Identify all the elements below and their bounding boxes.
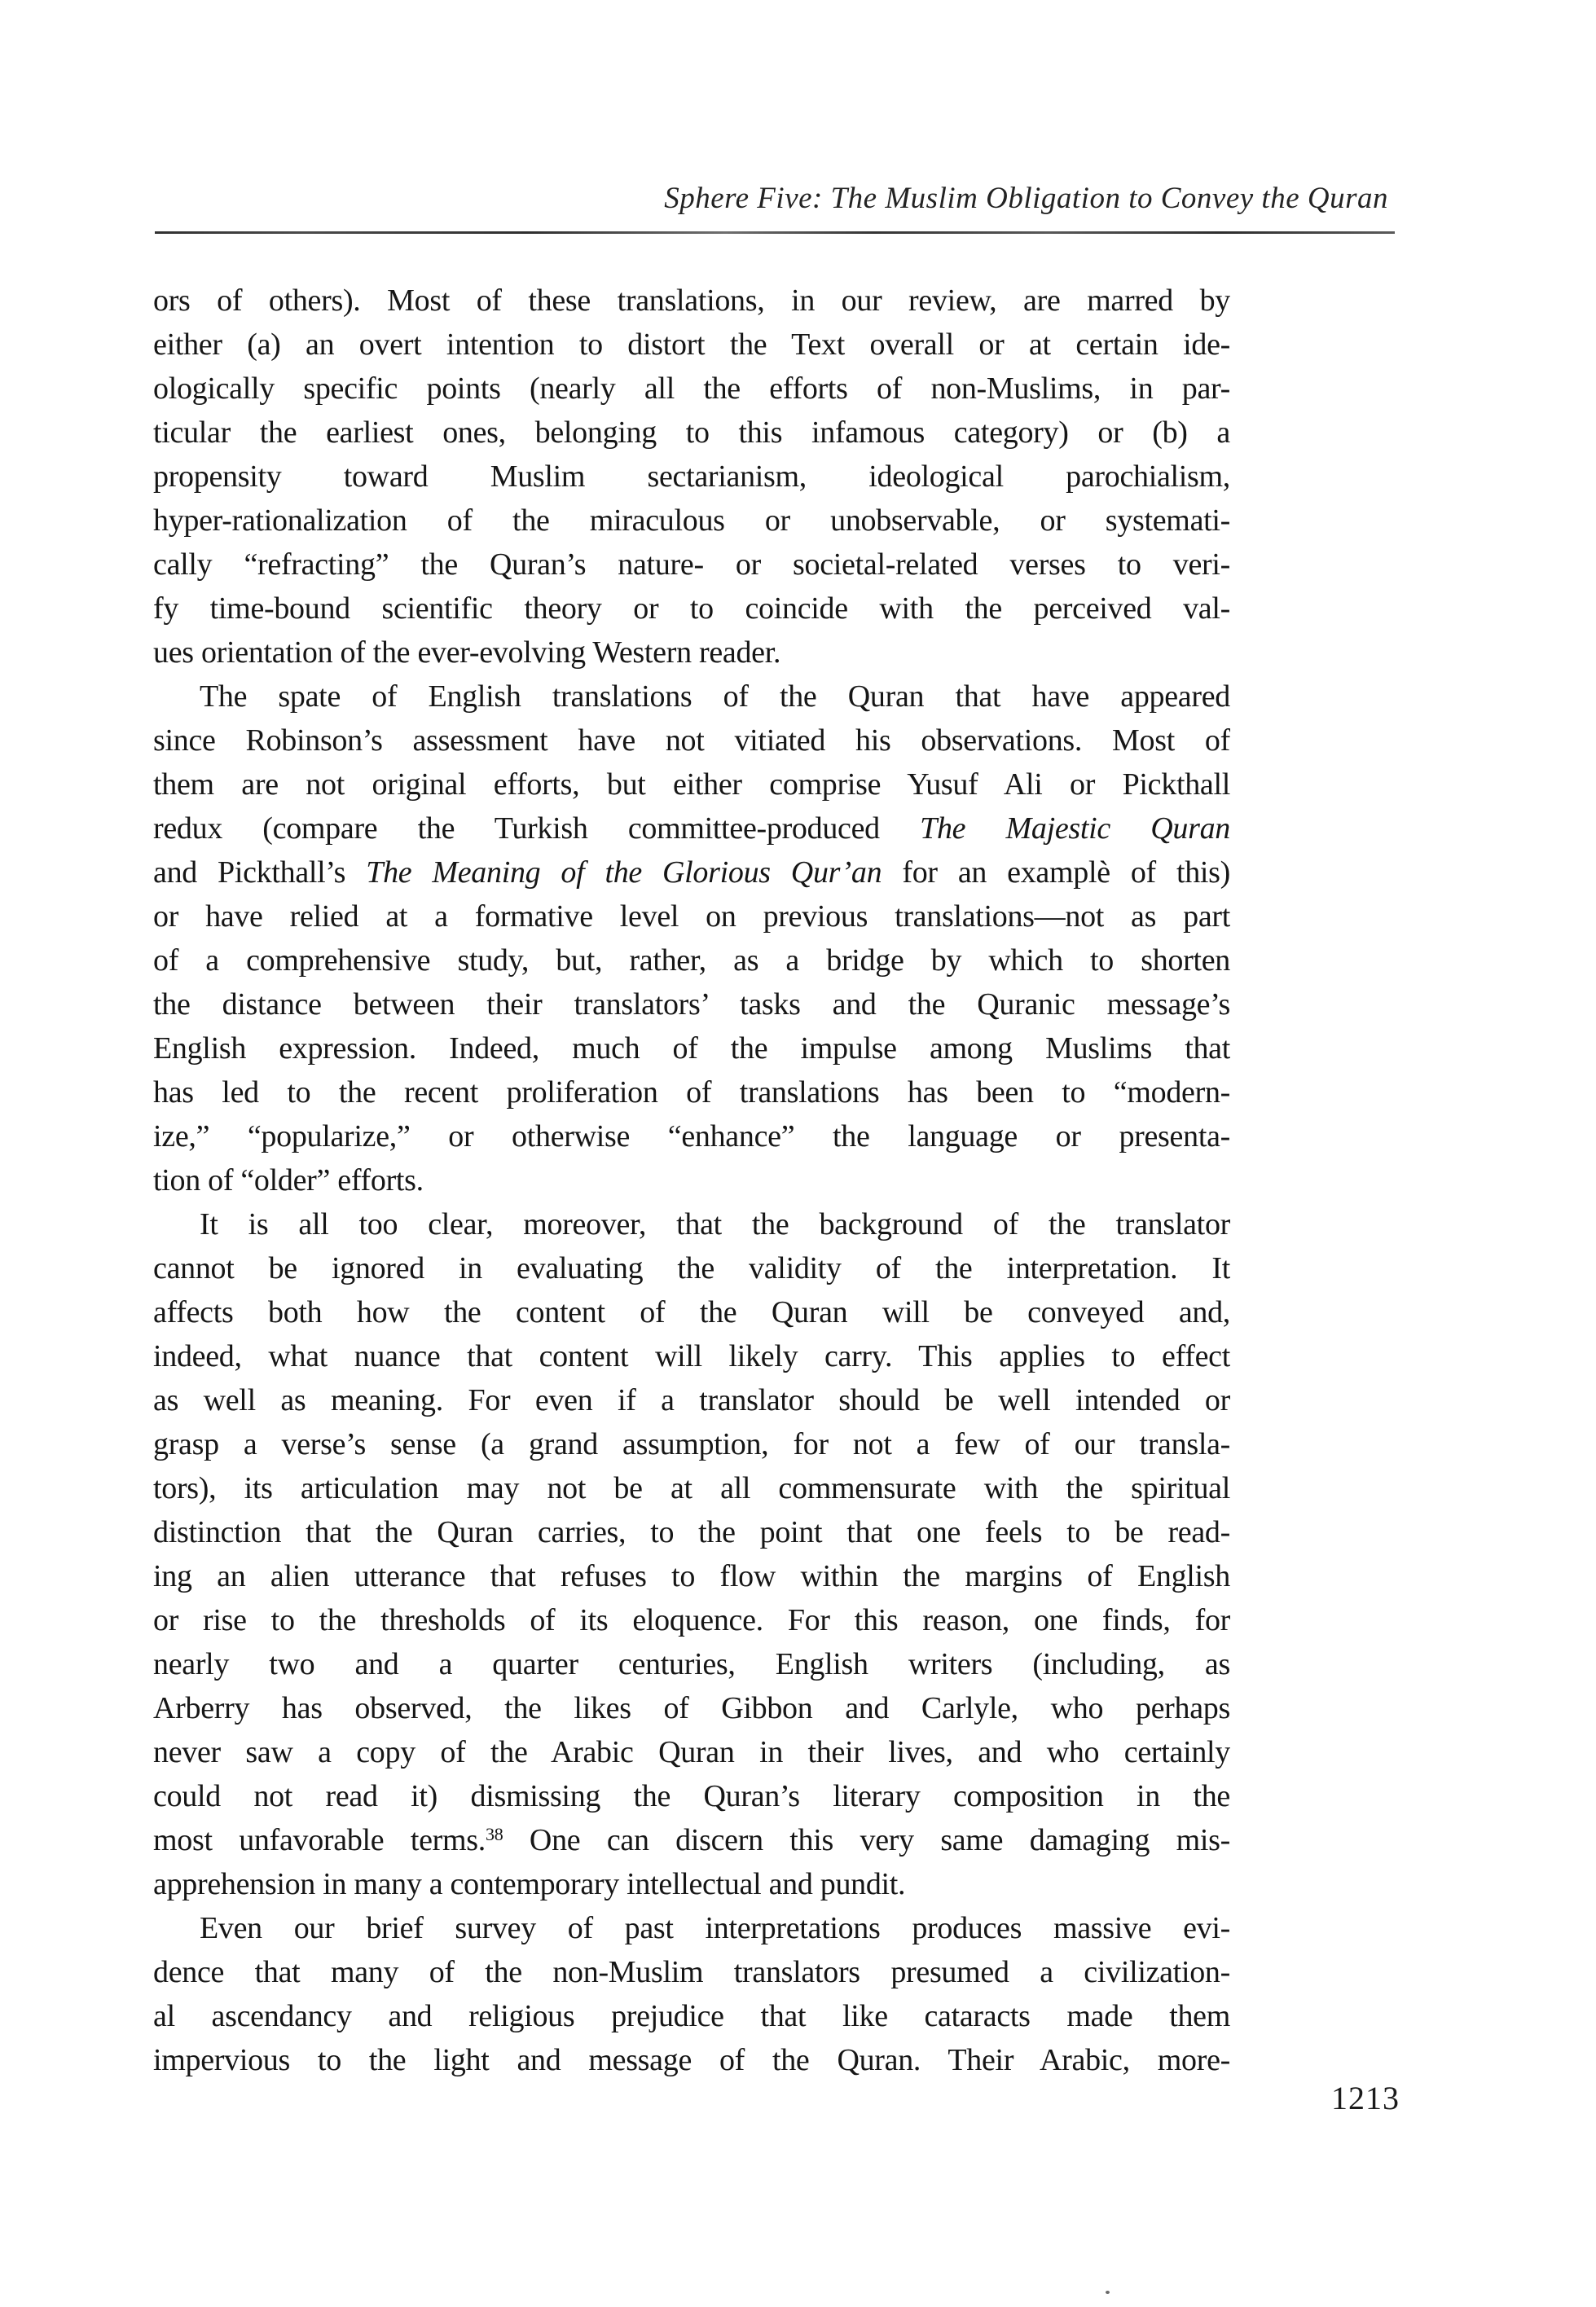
- text-line: [153, 1422, 1230, 1466]
- text-line: [153, 1598, 1230, 1642]
- text-line: [153, 323, 1230, 367]
- text-line: [153, 1642, 1230, 1686]
- text-segment: ues orientation of the ever-evolving Western reader.: [153, 635, 781, 670]
- text-line: [153, 1114, 1230, 1158]
- text-segment: indeed, what nuance that content will likely carry. This applies to effect: [153, 1339, 1230, 1373]
- text-segment: nearly two and a quarter centuries, English writers (including, as: [153, 1647, 1230, 1681]
- text-segment: or rise to the thresholds of its eloquence. For this reason, one finds, for: [153, 1603, 1230, 1637]
- text-line: [153, 982, 1230, 1026]
- text-line: [153, 1950, 1230, 1994]
- text-segment: most unfavorable terms.: [153, 1823, 486, 1857]
- text-segment: Arberry has observed, the likes of Gibbon and Carlyle, who perhaps: [153, 1691, 1230, 1725]
- paragraph: [153, 675, 1230, 1202]
- paragraph: [153, 279, 1230, 675]
- page-number: 1213: [1331, 2080, 1400, 2116]
- text-segment: affects both how the content of the Quran will be conveyed and,: [153, 1295, 1230, 1329]
- text-line: [153, 718, 1230, 762]
- scan-speck: [1106, 2291, 1110, 2294]
- text-line: [153, 411, 1230, 455]
- text-line: [153, 1290, 1230, 1334]
- text-line: [153, 850, 1230, 894]
- text-segment: and Pickthall’s: [153, 855, 367, 890]
- text-line: [153, 455, 1230, 499]
- text-line: [153, 1510, 1230, 1554]
- text-line: [153, 1730, 1230, 1774]
- text-segment: grasp a verse’s sense (a grand assumption, for not a few of our transla-: [153, 1427, 1230, 1461]
- text-segment: Even our brief survey of past interpretations produces massive evi-: [200, 1911, 1230, 1945]
- text-line: [153, 279, 1230, 323]
- text-segment: or have relied at a formative level on previous translations—not as part: [153, 899, 1230, 934]
- text-line: [153, 1202, 1230, 1246]
- text-line: [153, 631, 1230, 675]
- text-segment: The spate of English translations of the Quran that have appeared: [200, 679, 1230, 714]
- header-rule: [155, 231, 1395, 234]
- text-segment: impervious to the light and message of the Quran. Their Arabic, more-: [153, 2043, 1230, 2077]
- text-line: [153, 938, 1230, 982]
- running-header: Sphere Five: The Muslim Obligation to Convey the Quran: [664, 182, 1388, 215]
- footnote-reference: 38: [486, 1823, 503, 1844]
- text-segment: either (a) an overt intention to distort the Text overall or at certain ide-: [153, 327, 1230, 362]
- text-segment: for an examplè of this): [882, 855, 1230, 890]
- text-line: [153, 1026, 1230, 1070]
- text-segment: hyper-rationalization of the miraculous or unobservable, or systemati-: [153, 503, 1230, 538]
- text-segment: English expression. Indeed, much of the impulse among Muslims that: [153, 1031, 1230, 1066]
- text-segment: al ascendancy and religious prejudice that like cataracts made them: [153, 1999, 1230, 2033]
- text-line: [153, 762, 1230, 806]
- text-line: [153, 2038, 1230, 2082]
- text-line: [153, 675, 1230, 718]
- text-line: [153, 367, 1230, 411]
- text-line: [153, 1334, 1230, 1378]
- italic-title: The Meaning of the Glorious Qur’an: [366, 855, 882, 890]
- text-line: [153, 1818, 1230, 1862]
- text-segment: distinction that the Quran carries, to the point that one feels to be read-: [153, 1515, 1230, 1549]
- text-segment: cannot be ignored in evaluating the validity of the interpretation. It: [153, 1251, 1230, 1285]
- text-segment: them are not original efforts, but either comprise Yusuf Ali or Pickthall: [153, 767, 1230, 802]
- text-line: [153, 894, 1230, 938]
- text-line: [153, 1246, 1230, 1290]
- text-line: [153, 1686, 1230, 1730]
- text-segment: tors), its articulation may not be at all commensurate with the spiritual: [153, 1471, 1230, 1505]
- text-line: [153, 543, 1230, 587]
- text-segment: dence that many of the non-Muslim translators presumed a civilization-: [153, 1955, 1230, 1989]
- text-segment: the distance between their translators’ tasks and the Quranic message’s: [153, 987, 1230, 1022]
- text-line: [153, 1158, 1230, 1202]
- text-line: [153, 1862, 1230, 1906]
- text-segment: could not read it) dismissing the Quran’s literary composition in the: [153, 1779, 1230, 1813]
- paragraph: [153, 1906, 1230, 2082]
- text-segment: has led to the recent proliferation of translations has been to “modern-: [153, 1075, 1230, 1110]
- paragraph: [153, 1202, 1230, 1906]
- text-segment: redux (compare the Turkish committee-produced: [153, 811, 921, 846]
- text-line: [153, 1906, 1230, 1950]
- text-segment: since Robinson’s assessment have not vitiated his observations. Most of: [153, 723, 1230, 758]
- body-text: [153, 279, 1230, 2082]
- text-line: [153, 1554, 1230, 1598]
- text-segment: ticular the earliest ones, belonging to this infamous category) or (b) a: [153, 415, 1230, 450]
- text-segment: tion of “older” efforts.: [153, 1163, 424, 1197]
- text-segment: ize,” “popularize,” or otherwise “enhance” the language or presenta-: [153, 1119, 1230, 1154]
- text-line: [153, 587, 1230, 631]
- text-segment: as well as meaning. For even if a translator should be well intended or: [153, 1383, 1230, 1417]
- text-line: [153, 1466, 1230, 1510]
- italic-title: The Majestic Quran: [920, 811, 1230, 846]
- text-line: [153, 806, 1230, 850]
- text-segment: It is all too clear, moreover, that the background of the translator: [200, 1207, 1230, 1241]
- text-line: [153, 1774, 1230, 1818]
- text-segment: fy time-bound scientific theory or to coincide with the perceived val-: [153, 591, 1230, 626]
- text-line: [153, 499, 1230, 543]
- text-line: [153, 1378, 1230, 1422]
- text-line: [153, 1070, 1230, 1114]
- text-segment: apprehension in many a contemporary intellectual and pundit.: [153, 1867, 906, 1901]
- text-segment: One can discern this very same damaging mis-: [503, 1823, 1230, 1857]
- text-segment: propensity toward Muslim sectarianism, ideological parochialism,: [153, 459, 1230, 494]
- text-segment: of a comprehensive study, but, rather, as a bridge by which to shorten: [153, 943, 1230, 978]
- text-line: [153, 1994, 1230, 2038]
- text-segment: cally “refracting” the Quran’s nature- or societal-related verses to veri-: [153, 547, 1230, 582]
- text-segment: ing an alien utterance that refuses to flow within the margins of English: [153, 1559, 1230, 1593]
- text-segment: ors of others). Most of these translations, in our review, are marred by: [153, 283, 1230, 318]
- text-segment: ologically specific points (nearly all the efforts of non-Muslims, in par-: [153, 371, 1230, 406]
- text-segment: never saw a copy of the Arabic Quran in their lives, and who certainly: [153, 1735, 1230, 1769]
